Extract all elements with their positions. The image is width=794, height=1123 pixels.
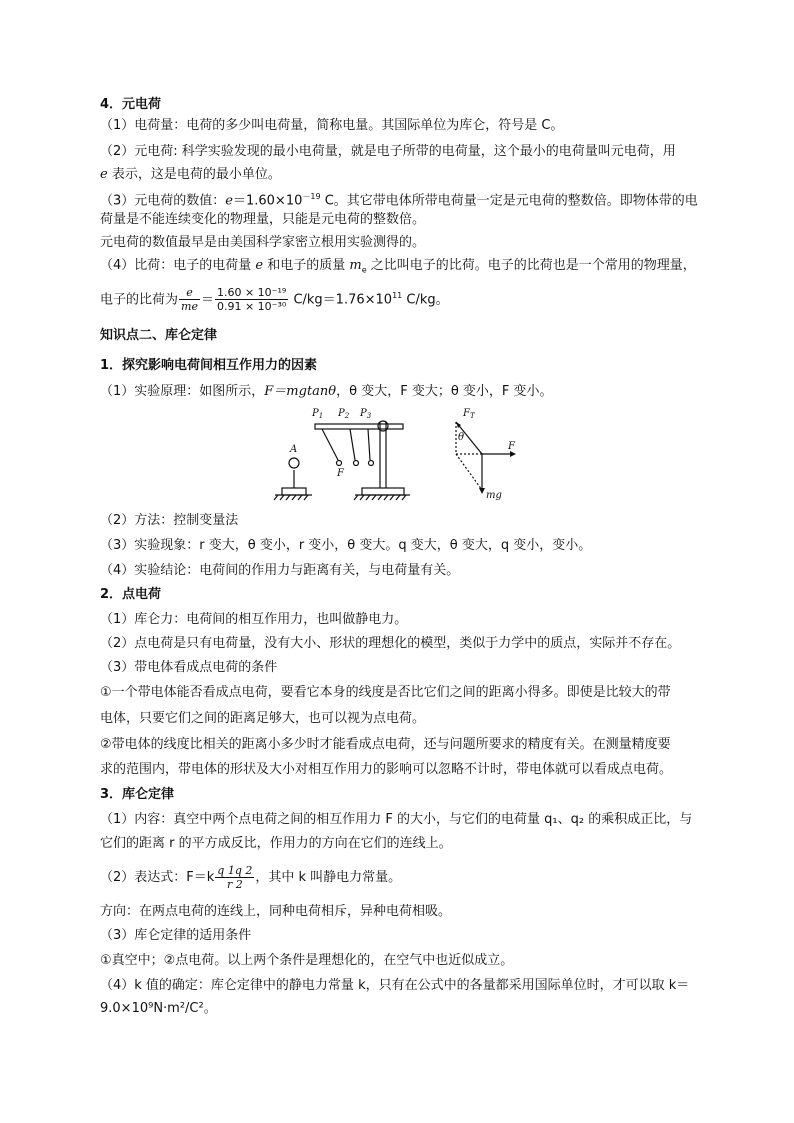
formula-specific-charge xyxy=(100,280,449,316)
fraction xyxy=(179,286,200,313)
paragraph xyxy=(100,166,281,184)
denominator: me xyxy=(181,300,198,314)
var-e: e xyxy=(100,167,108,182)
text: 之比叫电子的比荷。电子的比荷也是一个常用的物理量， xyxy=(366,258,696,273)
paragraph: 荷量是不能连续变化的物理量，只能是元电荷的整数倍。 xyxy=(100,212,426,227)
paragraph: 9.0×10⁹N·m²/C²。 xyxy=(100,1001,217,1016)
paragraph: （2）元电荷: 科学实验发现的最小电荷量，就是电子所带的电荷量，这个最小的电荷量叫元电荷，用 xyxy=(100,144,676,159)
subsection-heading: 2．点电荷 xyxy=(100,587,162,602)
paragraph: ①一个带电体能否看成点电荷，要看它本身的线度是否比它们之间的距离小得多。即使是比较大的带 xyxy=(100,685,671,700)
ball-p1 xyxy=(337,461,342,466)
fraction xyxy=(215,864,254,891)
text: ，θ 变大，F 变大；θ 变小，F 变小。 xyxy=(336,384,553,399)
label-p1: $P_1$ xyxy=(312,408,324,420)
text: 电子的比荷为 xyxy=(100,292,179,308)
guide-line xyxy=(456,454,482,490)
text: ＝1.60×10 xyxy=(232,193,303,209)
paragraph: 它们的距离 r 的平方成反比，作用力的方向在它们的连线上。 xyxy=(100,836,452,851)
numerator: q 1q 2 xyxy=(217,864,253,877)
exponent: 11 xyxy=(392,291,403,300)
stand-base-b xyxy=(362,488,404,495)
label-a: A xyxy=(290,444,298,455)
thread-p3 xyxy=(368,429,370,460)
denominator: r 2 xyxy=(226,878,243,891)
exponent: －19 xyxy=(302,192,321,201)
text: C。其它带电体所带电荷量一定是元电荷的整数倍。即物体带的电 xyxy=(320,193,698,209)
text: （2）表达式：F＝k xyxy=(100,870,215,885)
label-f2: F xyxy=(508,441,515,452)
paragraph: ②带电体的线度比相关的距离小多少时才能看成点电荷，还与问题所要求的精度有关。在测量精度要 xyxy=(100,737,671,752)
label-ft: $F_T$ xyxy=(463,408,475,420)
arrowhead xyxy=(479,488,485,494)
text: 表示，这是电荷的最小单位。 xyxy=(107,167,281,182)
paragraph: 元电荷的数值最早是由美国科学家密立根用实验测得的。 xyxy=(100,235,426,250)
text: ，其中 k 叫静电力常量。 xyxy=(255,870,402,885)
paragraph: （1）库仑力：电荷间的相互作用力，也叫做静电力。 xyxy=(100,612,408,627)
coulomb-formula xyxy=(100,862,401,894)
paragraph: （2）点电荷是只有电荷量，没有大小、形状的理想化的模型，类似于力学中的质点，实际并不存在。 xyxy=(100,636,681,651)
paragraph: （3）库仑定律的适用条件 xyxy=(100,928,252,943)
label-p3: $P_3$ xyxy=(360,408,372,420)
paragraph: （2）方法：控制变量法 xyxy=(100,513,239,528)
ground-hatch-b xyxy=(354,495,406,500)
text: ＝ xyxy=(200,292,214,308)
stand-base-a xyxy=(282,488,306,495)
thread-p2 xyxy=(350,429,355,460)
paragraph: （4）实验结论：电荷间的作用力与距离有关，与电荷量有关。 xyxy=(100,563,460,578)
formula: F＝mgtanθ xyxy=(264,384,337,399)
experiment-diagram xyxy=(270,402,530,504)
var-e: e xyxy=(255,258,264,273)
var-e: e xyxy=(225,193,233,209)
paragraph: （4）k 值的确定：库仑定律中的静电力常量 k，只有在公式中的各量都采用国际单位时，才可以取 k＝ xyxy=(100,978,690,993)
text: （3）元电荷的数值： xyxy=(100,193,226,209)
label-mg: mg xyxy=(486,490,502,501)
section-heading-elementary-charge: 4．元电荷 xyxy=(100,97,162,112)
paragraph: 求的范围内，带电体的形状及大小对相互作用力的影响可以忽略不计时，带电体就可以看成点电荷。 xyxy=(100,762,673,777)
denominator: 0.91 × 10⁻³⁰ xyxy=(216,300,287,314)
paragraph: （3）实验现象：r 变大，θ 变小，r 变小，θ 变大。q 变大，θ 变大，q 变小，变小。 xyxy=(100,538,592,553)
paragraph: ①真空中；②点电荷。以上两个条件是理想化的，在空气中也近似成立。 xyxy=(100,953,514,968)
text: （1）实验原理：如图所示， xyxy=(100,384,265,399)
ground-hatch-a xyxy=(274,495,308,500)
paragraph: （3）带电体看成点电荷的条件 xyxy=(100,660,278,675)
text: C/kg＝1.76×10 xyxy=(289,292,393,308)
crossbar xyxy=(315,424,403,429)
subscript: e xyxy=(361,265,367,275)
subsection-heading: 3．库仑定律 xyxy=(100,787,175,802)
text: C/kg。 xyxy=(402,292,449,308)
var-m: m xyxy=(349,258,362,273)
paragraph xyxy=(100,383,553,401)
paragraph: 电体，只要它们之间的距离足够大，也可以视为点电荷。 xyxy=(100,711,426,726)
paragraph: （1）电荷量：电荷的多少叫电荷量，简称电量。其国际单位为库仑，符号是 C。 xyxy=(100,118,564,133)
numerator: e xyxy=(179,286,200,300)
text: 和电子的质量 xyxy=(263,258,350,273)
paragraph: 方向：在两点电荷的连线上，同种电荷相斥，异种电荷相吸。 xyxy=(100,904,452,919)
text: （4）比荷：电子的电荷量 xyxy=(100,258,256,273)
thread-p1 xyxy=(322,429,338,460)
subsection-heading: 1．探究影响电荷间相互作用力的因素 xyxy=(100,358,318,373)
fraction xyxy=(215,286,288,313)
charge-sphere-a xyxy=(289,458,299,468)
paragraph xyxy=(100,257,696,280)
paragraph: （1）内容：真空中两个点电荷之间的相互作用力 F 的大小，与它们的电荷量 q₁、q₂ 的乘积成正比，与 xyxy=(100,812,693,827)
paragraph xyxy=(100,188,698,210)
label-f: F xyxy=(337,468,344,479)
label-theta: θ xyxy=(458,432,465,443)
ball-p2 xyxy=(354,461,359,466)
label-p2: $P_2$ xyxy=(338,408,350,420)
numerator: 1.60 × 10⁻¹⁹ xyxy=(216,286,287,300)
section-heading-coulomb-law: 知识点二、库仑定律 xyxy=(100,328,218,343)
ball-p3 xyxy=(369,461,374,466)
